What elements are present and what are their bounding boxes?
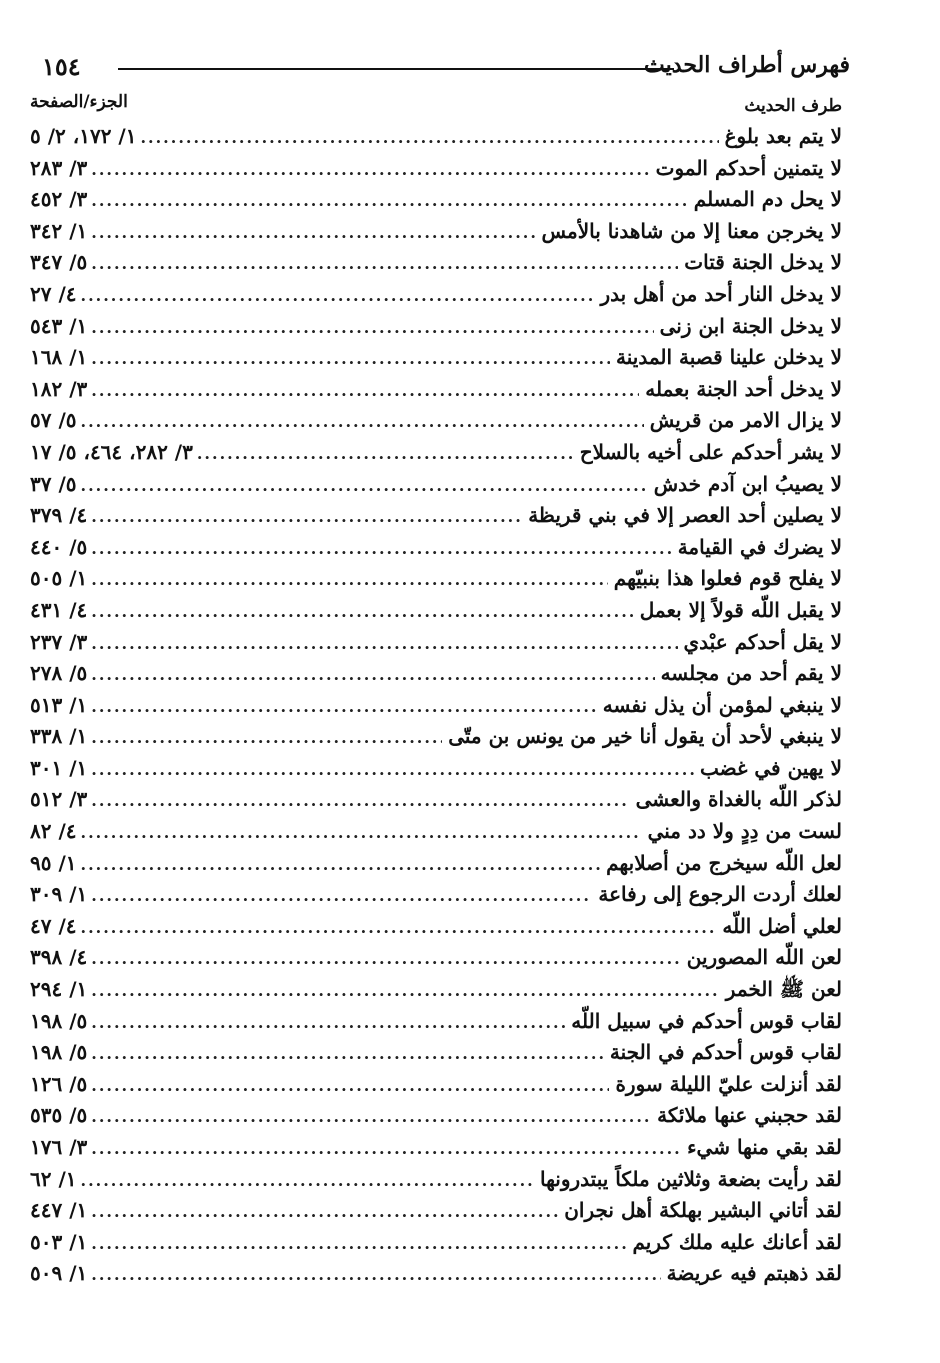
hadith-text: لا يدخل النار أحد من أهل بدر (600, 281, 842, 306)
volume-page-ref: ١/ ٩٥ (30, 850, 77, 875)
page-number: ١٥٤ (42, 52, 81, 81)
hadith-text: لقد أتاني البشير بهلكة أهل نجران (564, 1198, 842, 1223)
volume-page-ref: ٥/ ٣٧ (30, 471, 77, 496)
index-entry (30, 598, 842, 630)
index-entry (30, 693, 842, 725)
index-entry (30, 219, 842, 251)
page-header (34, 52, 850, 86)
dot-leader (91, 1044, 604, 1063)
dot-leader (91, 981, 720, 1000)
index-entry (30, 1261, 842, 1293)
dot-leader (81, 823, 642, 842)
index-entry (30, 1040, 842, 1072)
running-title: فهرس أطراف الحديث (644, 52, 850, 78)
volume-page-ref: ١/ ٤٤٧ (30, 1198, 88, 1223)
volume-page-ref: ٥/ ١٢٦ (30, 1071, 88, 1096)
hadith-text: لقد بقي منها شيء (687, 1135, 842, 1159)
index-entry (30, 1103, 842, 1135)
index-entry (30, 156, 842, 188)
volume-page-ref: ١/ ٣٣٨ (30, 724, 88, 749)
index-entry (30, 440, 842, 472)
dot-leader (81, 855, 601, 874)
dot-leader (91, 160, 649, 179)
dot-leader (91, 602, 633, 621)
dot-leader (91, 570, 608, 589)
index-entry (30, 503, 842, 535)
dot-leader (91, 728, 442, 747)
hadith-text: لا يدخلن علينا قصبة المدينة (616, 345, 842, 370)
dot-leader (91, 886, 592, 905)
volume-page-ref: ٥/ ٢٧٨ (30, 661, 88, 686)
volume-page-ref: ٤/ ٣٩٨ (30, 945, 88, 970)
volume-page-ref: ١/ ٥٤٣ (30, 313, 88, 338)
dot-leader (91, 349, 610, 368)
index-entry (30, 1135, 842, 1167)
volume-page-ref: ٤/ ٤٧ (30, 913, 77, 938)
volume-page-ref: ٣/ ٢٨٢، ٤٦٤، ٥/ ١٧ (30, 439, 193, 464)
hadith-text: لا يضرك في القيامة (677, 534, 842, 559)
index-entry (30, 661, 842, 693)
dot-leader (91, 381, 639, 400)
dot-leader (81, 918, 717, 937)
volume-page-ref: ٣/ ١٧٦ (30, 1135, 88, 1159)
dot-leader (91, 634, 677, 653)
hadith-text: لقد حجبني عنها ملائكة (657, 1103, 842, 1128)
dot-leader (81, 412, 644, 431)
hadith-text: لعلك أردت الرجوع إلى رفاعة (598, 882, 842, 907)
hadith-text: لا يفلح قوم فعلوا هذا بنبيّهم (613, 566, 842, 591)
dot-leader (91, 1107, 651, 1126)
volume-page-ref: ١/ ١٦٨ (30, 345, 88, 370)
volume-page-ref: ١/ ٣٠٩ (30, 882, 88, 907)
volume-page-ref: ٤/ ٢٧ (30, 281, 77, 306)
column-header-hadith: طرف الحديث (744, 96, 842, 116)
hadith-text: لا يقل أحدكم عبْدي (683, 629, 842, 654)
hadith-text: لا يتم بعد بلوغ (724, 124, 842, 148)
hadith-text: لعلي أضل اللّه (722, 913, 842, 938)
volume-page-ref: ٣/ ٢٣٧ (30, 629, 88, 654)
hadith-text: لا يقم أحد من مجلسه (660, 661, 842, 686)
volume-page-ref: ١/ ٢٩٤ (30, 977, 88, 1002)
volume-page-ref: ١/ ١٧٢، ٢/ ٥ (30, 124, 137, 148)
index-list (30, 124, 842, 1293)
volume-page-ref: ٣/ ٤٥٢ (30, 187, 88, 212)
dot-leader (91, 1265, 660, 1284)
dot-leader (91, 318, 653, 337)
hadith-text: لا يحل دم المسلم (693, 187, 842, 212)
index-entry (30, 914, 842, 946)
dot-leader (91, 1139, 681, 1158)
hadith-text: لا يزال الامر من قريش (649, 408, 842, 433)
column-header-volume-page: الجزء/الصفحة (30, 92, 128, 112)
volume-page-ref: ٥/ ١٩٨ (30, 1040, 88, 1065)
volume-page-ref: ٤/ ٣٧٩ (30, 503, 88, 528)
column-headers (30, 92, 842, 118)
dot-leader (91, 760, 694, 779)
volume-page-ref: ١/ ٥٠٣ (30, 1229, 88, 1254)
index-entry (30, 630, 842, 662)
dot-leader (91, 791, 629, 810)
hadith-text: لقد رأيت بضعة وثلاثين ملكاً يبتدرونها (539, 1166, 842, 1191)
volume-page-ref: ٥/ ٣٤٧ (30, 250, 88, 275)
hadith-text: لذكر اللّه بالغداة والعشى (635, 787, 842, 812)
hadith-text: لا يدخل أحد الجنة بعمله (645, 376, 842, 401)
hadith-text: لا يقبل اللّه قولاً إلا بعمل (639, 597, 842, 622)
dot-leader (140, 128, 718, 147)
dot-leader (91, 507, 522, 526)
hadith-text: لقاب قوس أحدكم في سبيل اللّه (571, 1008, 842, 1033)
index-entry (30, 977, 842, 1009)
hadith-text: لقد أعانك عليه ملك كريم (632, 1229, 842, 1254)
index-entry (30, 377, 842, 409)
volume-page-ref: ٣/ ١٨٢ (30, 376, 88, 401)
index-entry (30, 756, 842, 788)
hadith-text: لعن اللّه المصورين (686, 945, 842, 970)
index-entry (30, 124, 842, 156)
dot-leader (81, 476, 648, 495)
hadith-text: لا يدخل الجنة ابن زنى (659, 313, 842, 338)
index-entry (30, 1072, 842, 1104)
hadith-text: لا يدخل الجنة قتات (684, 250, 842, 275)
dot-leader (197, 444, 574, 463)
volume-page-ref: ١/ ٣٠١ (30, 755, 88, 780)
dot-leader (91, 223, 535, 242)
volume-page-ref: ٤/ ٨٢ (30, 819, 77, 844)
dot-leader (91, 1013, 565, 1032)
dot-leader (91, 665, 654, 684)
volume-page-ref: ٥/ ١٩٨ (30, 1008, 88, 1033)
hadith-text: لا يهين في غضب (699, 755, 842, 780)
index-entry (30, 945, 842, 977)
hadith-text: لا ينبغي لمؤمن أن يذل نفسه (602, 692, 842, 717)
volume-page-ref: ١/ ٣٤٢ (30, 218, 88, 243)
index-entry (30, 472, 842, 504)
hadith-text: لا ينبغي لأحد أن يقول أنا خير من يونس بن متّى (448, 724, 842, 749)
dot-leader (81, 1171, 534, 1190)
index-entry (30, 882, 842, 914)
hadith-text: لا يشر أحدكم على أخيه بالسلاح (579, 439, 842, 464)
hadith-text: لا يخرجن معنا إلا من شاهدنا بالأمس (541, 218, 842, 243)
index-entry (30, 408, 842, 440)
index-entry (30, 566, 842, 598)
hadith-text: لا يصلين أحد العصر إلا في بني قريظة (528, 503, 842, 528)
dot-leader (91, 539, 671, 558)
index-entry (30, 187, 842, 219)
hadith-text: لعن ﷺ الخمر (725, 977, 842, 1002)
index-entry (30, 724, 842, 756)
index-entry (30, 851, 842, 883)
hadith-text: لقد ذهبتم فيه عريضة (666, 1261, 842, 1286)
dot-leader (81, 286, 595, 305)
hadith-text: لست من دِدٍ ولا دد مني (647, 819, 842, 844)
volume-page-ref: ٥/ ٥٧ (30, 408, 77, 433)
index-entry (30, 1167, 842, 1199)
hadith-text: لعل اللّه سيخرج من أصلابهم (606, 850, 842, 875)
hadith-text: لقاب قوس أحدكم في الجنة (609, 1040, 842, 1065)
index-entry (30, 282, 842, 314)
dot-leader (91, 949, 681, 968)
index-entry (30, 345, 842, 377)
volume-page-ref: ١/ ٥١٣ (30, 692, 88, 717)
volume-page-ref: ١/ ٥٠٩ (30, 1261, 88, 1286)
dot-leader (91, 1076, 609, 1095)
index-entry (30, 250, 842, 282)
dot-leader (91, 1202, 558, 1221)
index-entry (30, 787, 842, 819)
hadith-text: لا يتمنين أحدكم الموت (655, 155, 842, 180)
volume-page-ref: ٤/ ٤٣١ (30, 597, 88, 622)
index-entry (30, 1198, 842, 1230)
index-entry (30, 1230, 842, 1262)
hadith-text: لقد أنزلت عليّ الليلة سورة (615, 1071, 842, 1096)
index-entry (30, 535, 842, 567)
volume-page-ref: ٣/ ٢٨٣ (30, 155, 88, 180)
volume-page-ref: ٥/ ٥٣٥ (30, 1103, 88, 1128)
hadith-text: لا يصيبُ ابن آدم خدش (653, 471, 842, 496)
volume-page-ref: ٣/ ٥١٢ (30, 787, 88, 812)
dot-leader (91, 254, 678, 273)
volume-page-ref: ١/ ٥٠٥ (30, 566, 88, 591)
volume-page-ref: ١/ ٦٢ (30, 1166, 77, 1191)
index-entry (30, 1009, 842, 1041)
volume-page-ref: ٥/ ٤٤٠ (30, 534, 88, 559)
index-entry (30, 819, 842, 851)
dot-leader (91, 697, 597, 716)
dot-leader (91, 191, 688, 210)
header-divider (118, 68, 674, 70)
index-entry (30, 314, 842, 346)
dot-leader (91, 1234, 626, 1253)
